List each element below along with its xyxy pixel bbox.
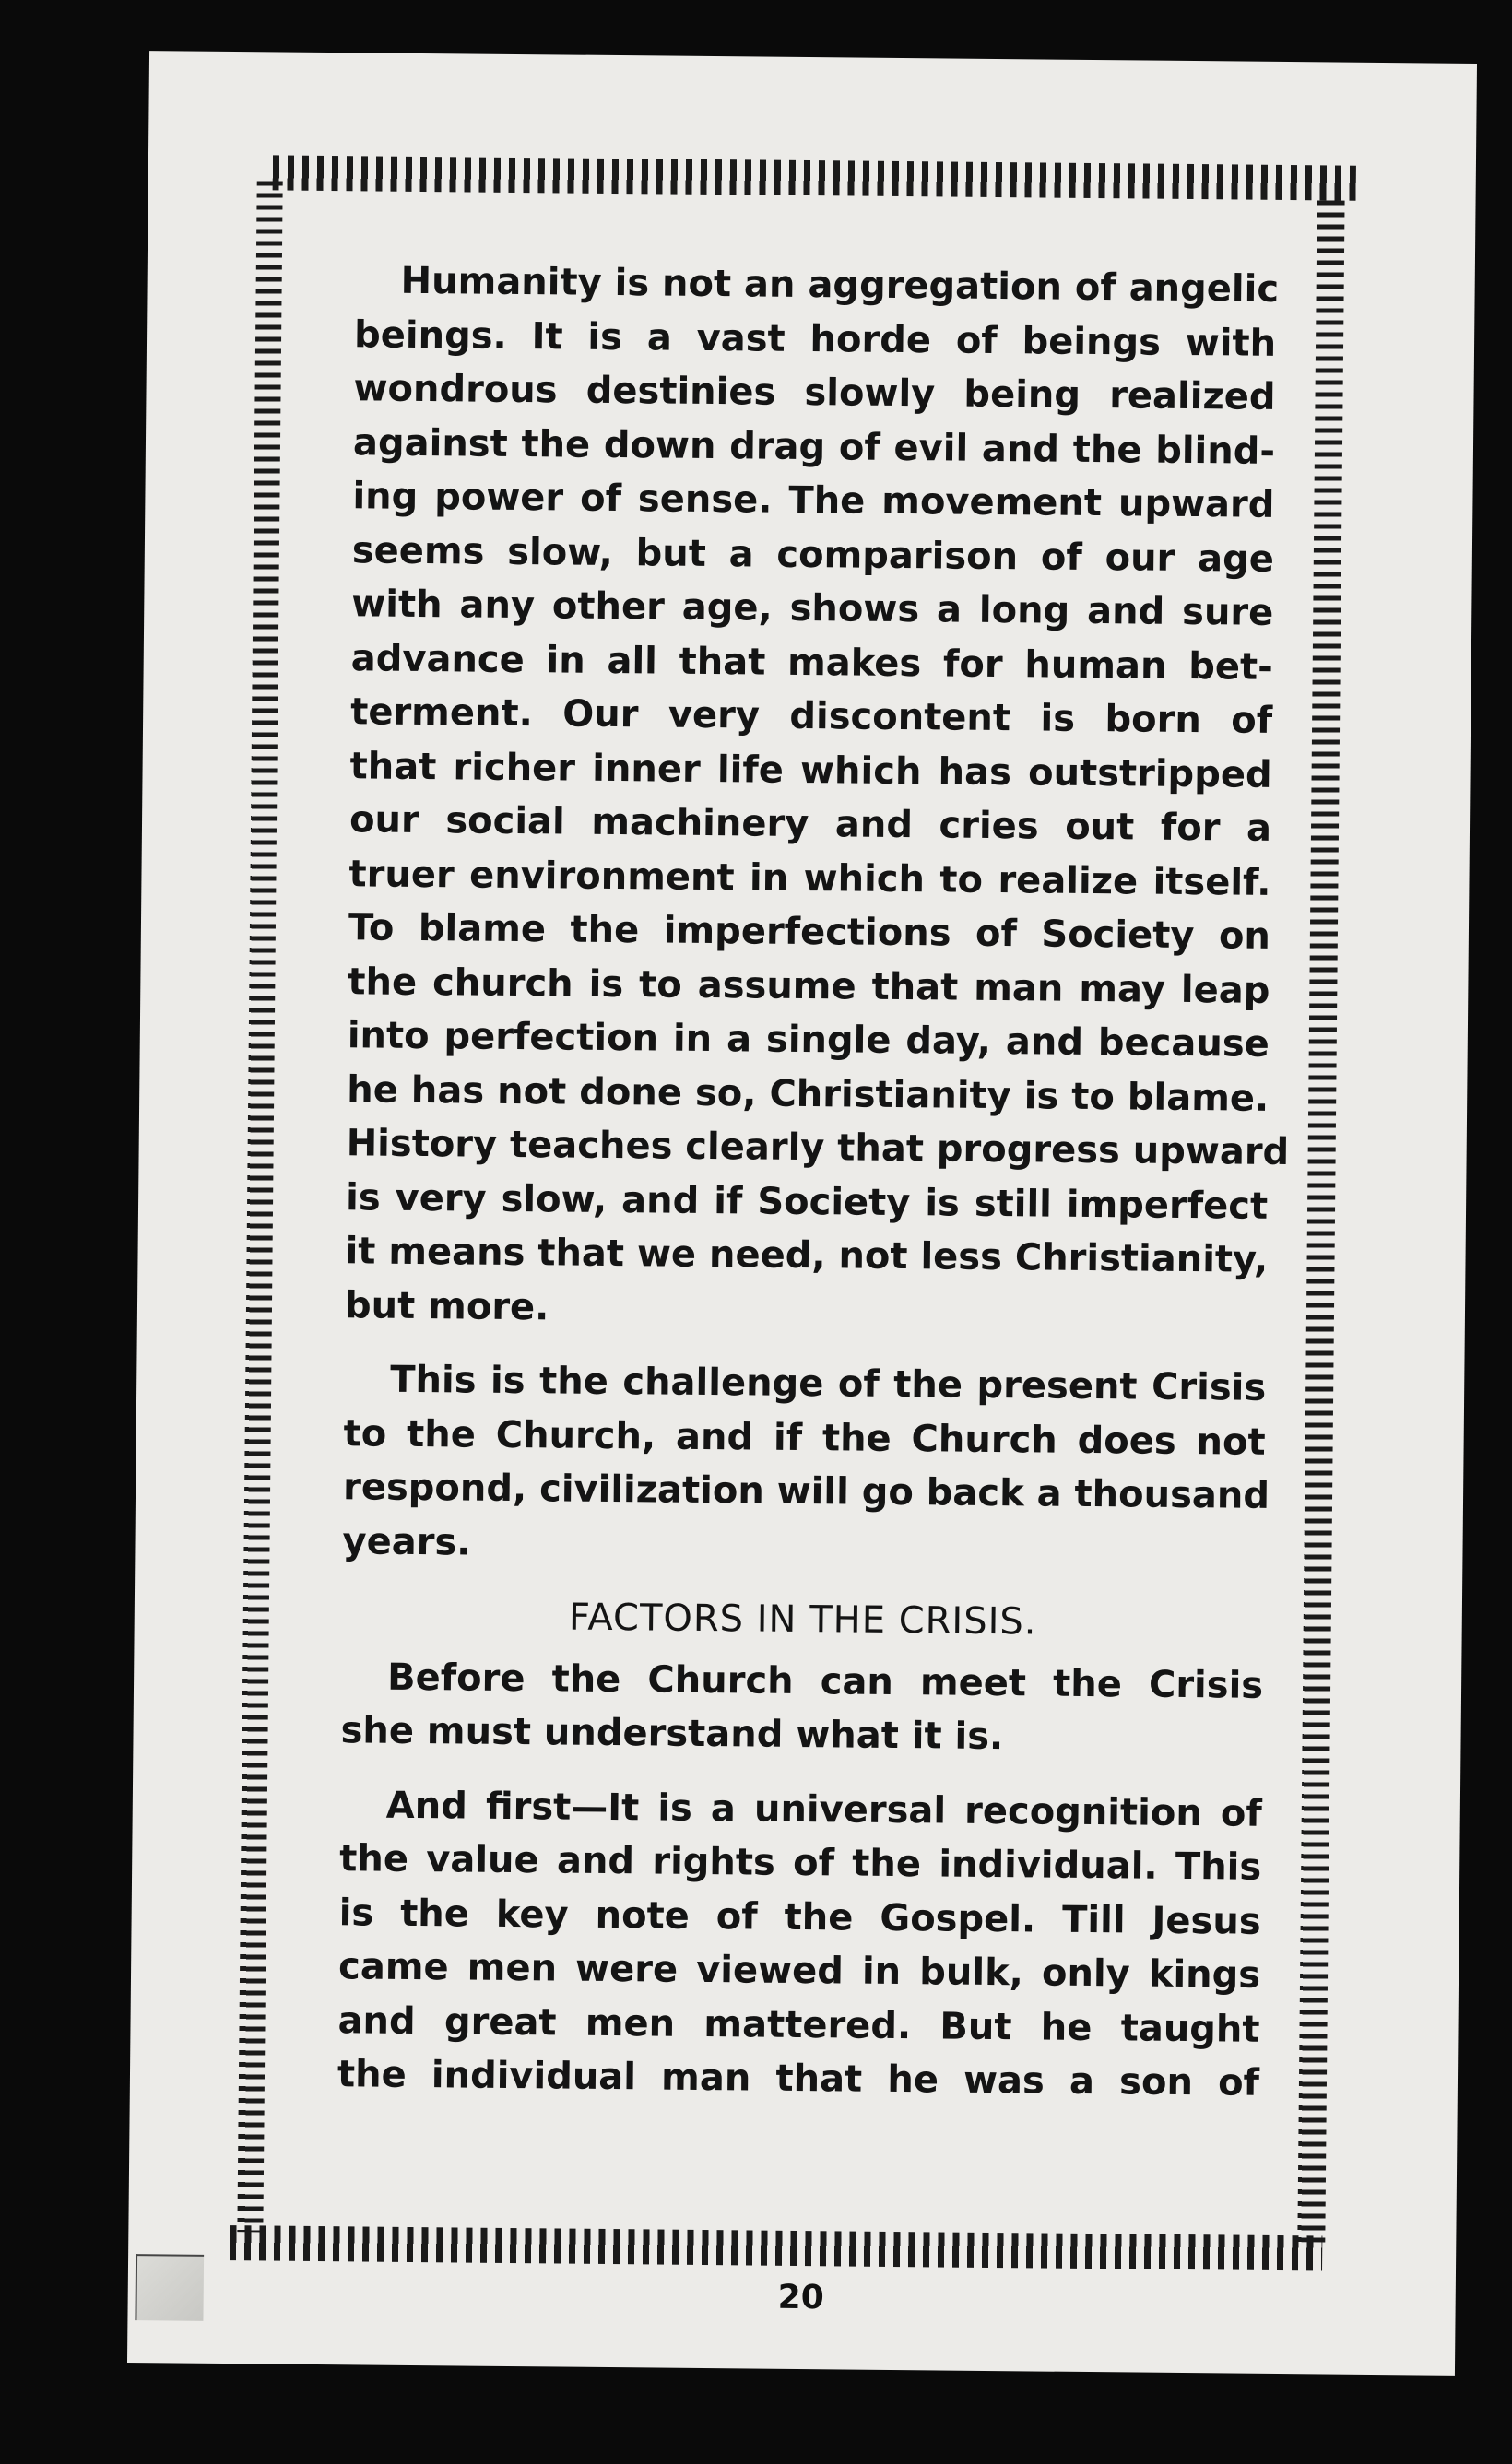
top-border [273, 155, 1356, 200]
text-line: Humanity is not an aggregation of angelic [400, 259, 1280, 311]
text-line: is very slow, and if Society is still imperfect [345, 1175, 1269, 1228]
text-line: To blame the imperfections of Society on [348, 906, 1271, 958]
text-line: with any other age, shows a long and sure [351, 583, 1274, 634]
text-line: she must understand what it is. [340, 1709, 1004, 1759]
paragraph [340, 1650, 1263, 1767]
right-border [1297, 200, 1344, 2242]
text-line: beings. It is a vast horde of beings with [353, 312, 1277, 365]
paragraph [337, 1778, 1262, 2111]
text-line: into perfection in a single day, and because [347, 1014, 1270, 1066]
text-line: it means that we need, not less Christianity, [345, 1230, 1269, 1281]
paragraph [344, 253, 1290, 1341]
text-line: but more. [344, 1283, 549, 1328]
text-line: respond, civilization will go back a thousand [342, 1466, 1270, 1517]
paragraph [342, 1352, 1270, 1577]
text-line: the individual man that he was a son of [337, 2053, 1260, 2104]
text-line: our social machinery and cries out for a [348, 798, 1272, 850]
text-line: And first—It is a universal recognition of [385, 1784, 1262, 1835]
text-line: advance in all that makes for human bet- [350, 636, 1273, 689]
bottom-border [230, 2225, 1322, 2270]
corner-fold [135, 2254, 204, 2321]
text-line: against the down drag of evil and the blind- [352, 420, 1276, 473]
text-line: seems slow, but a comparison of our age [351, 528, 1275, 581]
text-line: that richer inner life which has outstripped [349, 744, 1272, 796]
text-line: Before the Church can meet the Crisis [386, 1656, 1264, 1707]
text-line: wondrous destinies slowly being realized [353, 367, 1276, 419]
book-page [127, 51, 1477, 2376]
text-line: History teaches clearly that progress upward [346, 1122, 1290, 1174]
text-line: and great men mattered. But he taught [337, 1998, 1260, 2051]
page-number: 20 [777, 2278, 824, 2317]
text-line: to the Church, and if the Church does not [343, 1411, 1266, 1464]
text-line: came men were viewed in bulk, only kings [337, 1945, 1261, 1997]
text-line: years. [342, 1519, 471, 1564]
left-border [237, 181, 282, 2232]
text-line: the value and rights of the individual. This [339, 1837, 1262, 1889]
body-text [337, 253, 1290, 2110]
text-line: This is the challenge of the present Crisis [390, 1358, 1267, 1409]
text-line: is the key note of the Gospel. Till Jesus [338, 1891, 1261, 1943]
text-line: truer environment in which to realize itself. [348, 852, 1271, 904]
text-line: ing power of sense. The movement upward [352, 475, 1275, 526]
text-line: the church is to assume that man may leap [348, 960, 1270, 1012]
section-heading: FACTORS IN THE CRISIS. [568, 1596, 1037, 1644]
text-line: terment. Our very discontent is born of [349, 690, 1273, 742]
text-line: he has not done so, Christianity is to blame. [347, 1067, 1270, 1120]
